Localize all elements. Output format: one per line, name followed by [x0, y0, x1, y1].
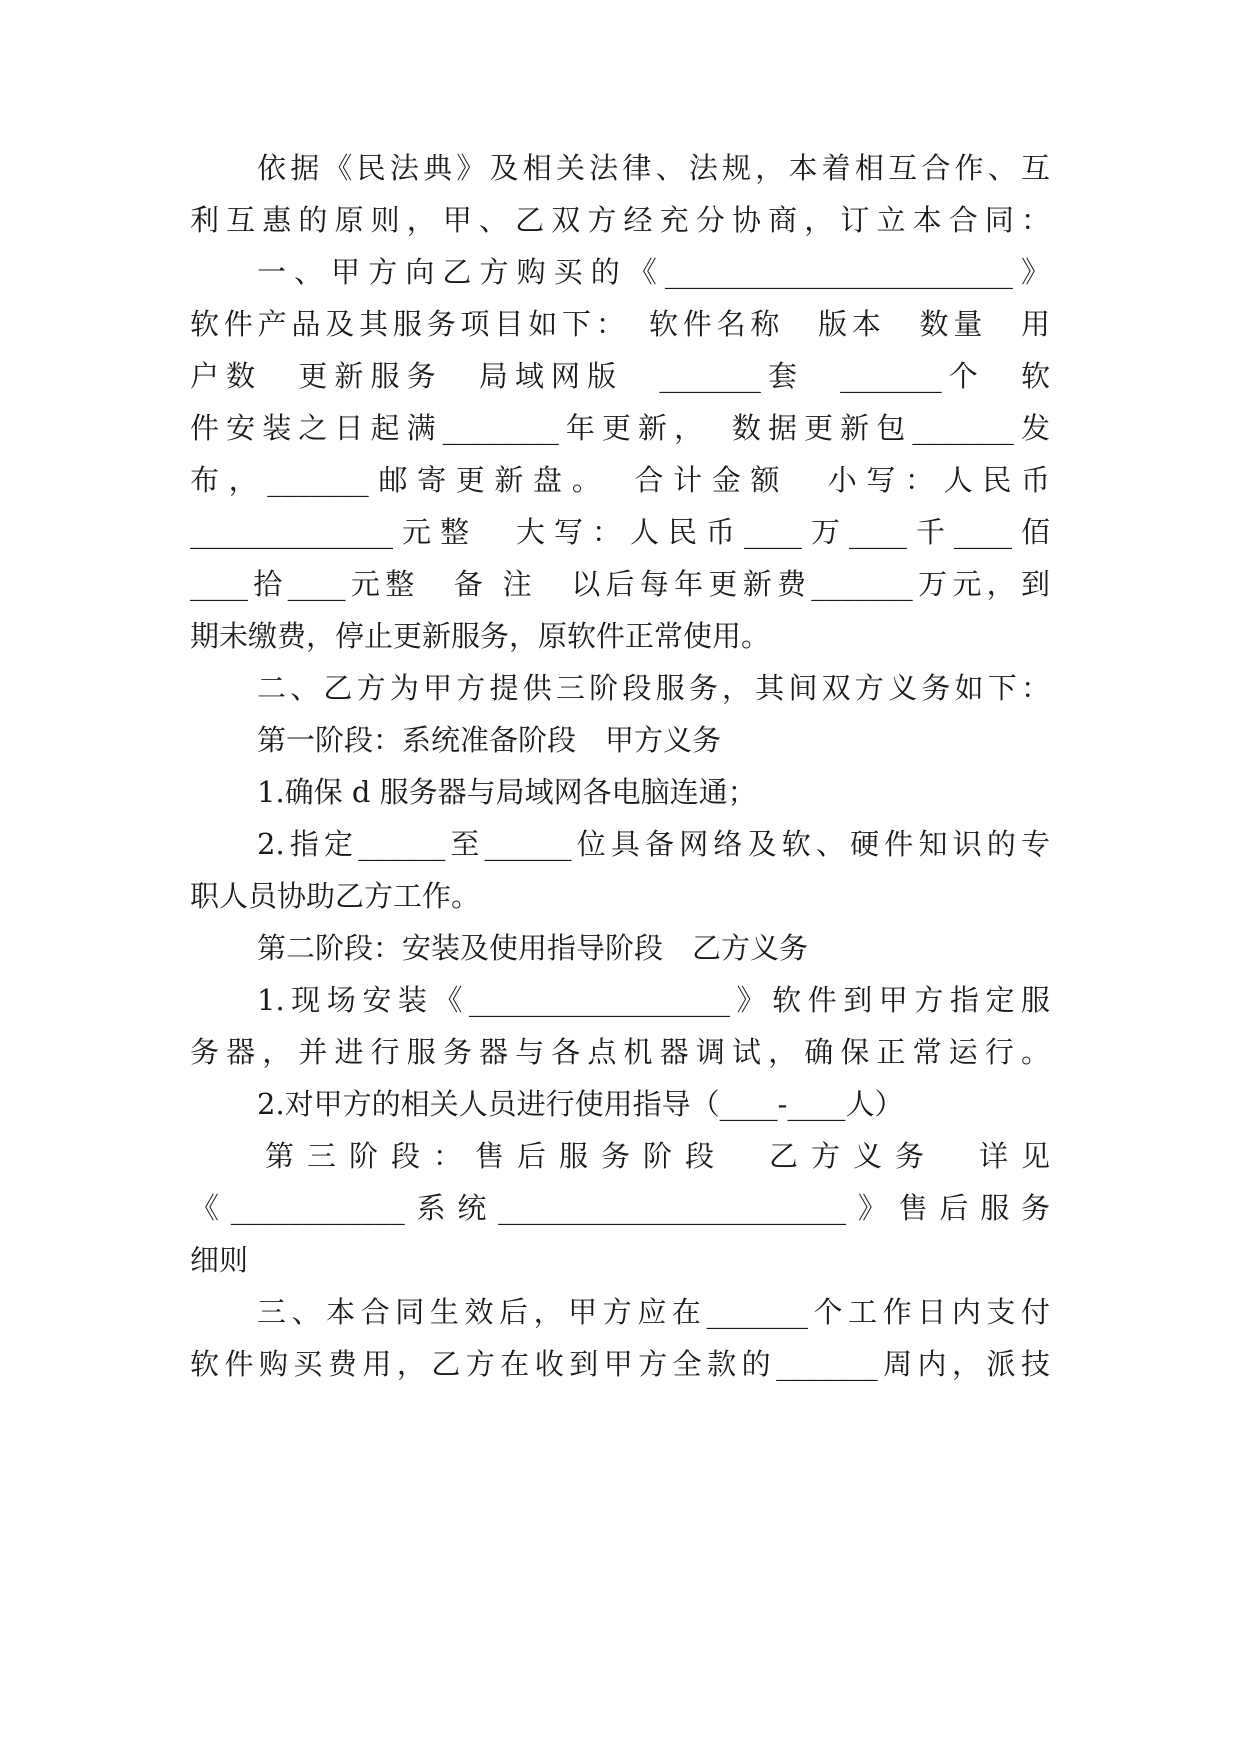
text-line: 务器，并进行服务器与各点机器调试，确保正常运行。 — [190, 1035, 1050, 1069]
text-line: 职人员协助乙方工作。 — [190, 879, 481, 913]
text-line: 1.确保 d 服务器与局域网各电脑连通； — [257, 775, 757, 809]
text-line: 软件产品及其服务项目如下： 软件名称 版本 数量 用 — [190, 307, 1050, 341]
text-line: 《____________系统________________________》售后服务 — [190, 1191, 1050, 1225]
text-line: 二、乙方为甲方提供三阶段服务，其间双方义务如下： — [257, 671, 1050, 705]
text-line: 软件购买费用，乙方在收到甲方全款的_______周内，派技 — [190, 1347, 1050, 1381]
text-line: 户数 更新服务 局域网版 _______套 _______个 软 — [190, 359, 1050, 393]
text-line: 利互惠的原则，甲、乙双方经充分协商，订立本合同： — [190, 203, 1050, 237]
text-line: 第二阶段：安装及使用指导阶段 乙方义务 — [257, 931, 809, 965]
text-line: 第三阶段：售后服务阶段 乙方义务 详见 — [265, 1139, 1050, 1173]
text-line: 件安装之日起满________年更新， 数据更新包_______发 — [190, 411, 1050, 445]
text-line: ____拾____元整 备 注 以后每年更新费_______万元，到 — [190, 567, 1050, 601]
text-line: 1.现场安装《__________________》软件到甲方指定服 — [257, 983, 1050, 1017]
text-line: 一、甲方向乙方购买的《________________________》 — [257, 255, 1050, 289]
text-line: 布，_______邮寄更新盘。 合计金额 小写：人民币 — [190, 463, 1050, 497]
text-line: 2.指定______至______位具备网络及软、硬件知识的专 — [257, 827, 1050, 861]
text-line: 第一阶段：系统准备阶段 甲方义务 — [257, 723, 722, 757]
text-line: 期未缴费，停止更新服务，原软件正常使用。 — [190, 619, 771, 653]
text-line: 三、本合同生效后，甲方应在_______个工作日内支付 — [257, 1295, 1050, 1329]
text-line: 细则 — [190, 1243, 249, 1277]
text-line: 依据《民法典》及相关法律、法规，本着相互合作、互 — [257, 151, 1050, 185]
text-line: ______________元整 大写：人民币____万____千____佰 — [190, 515, 1050, 549]
text-line: 2.对甲方的相关人员进行使用指导（____-____人） — [257, 1087, 904, 1121]
